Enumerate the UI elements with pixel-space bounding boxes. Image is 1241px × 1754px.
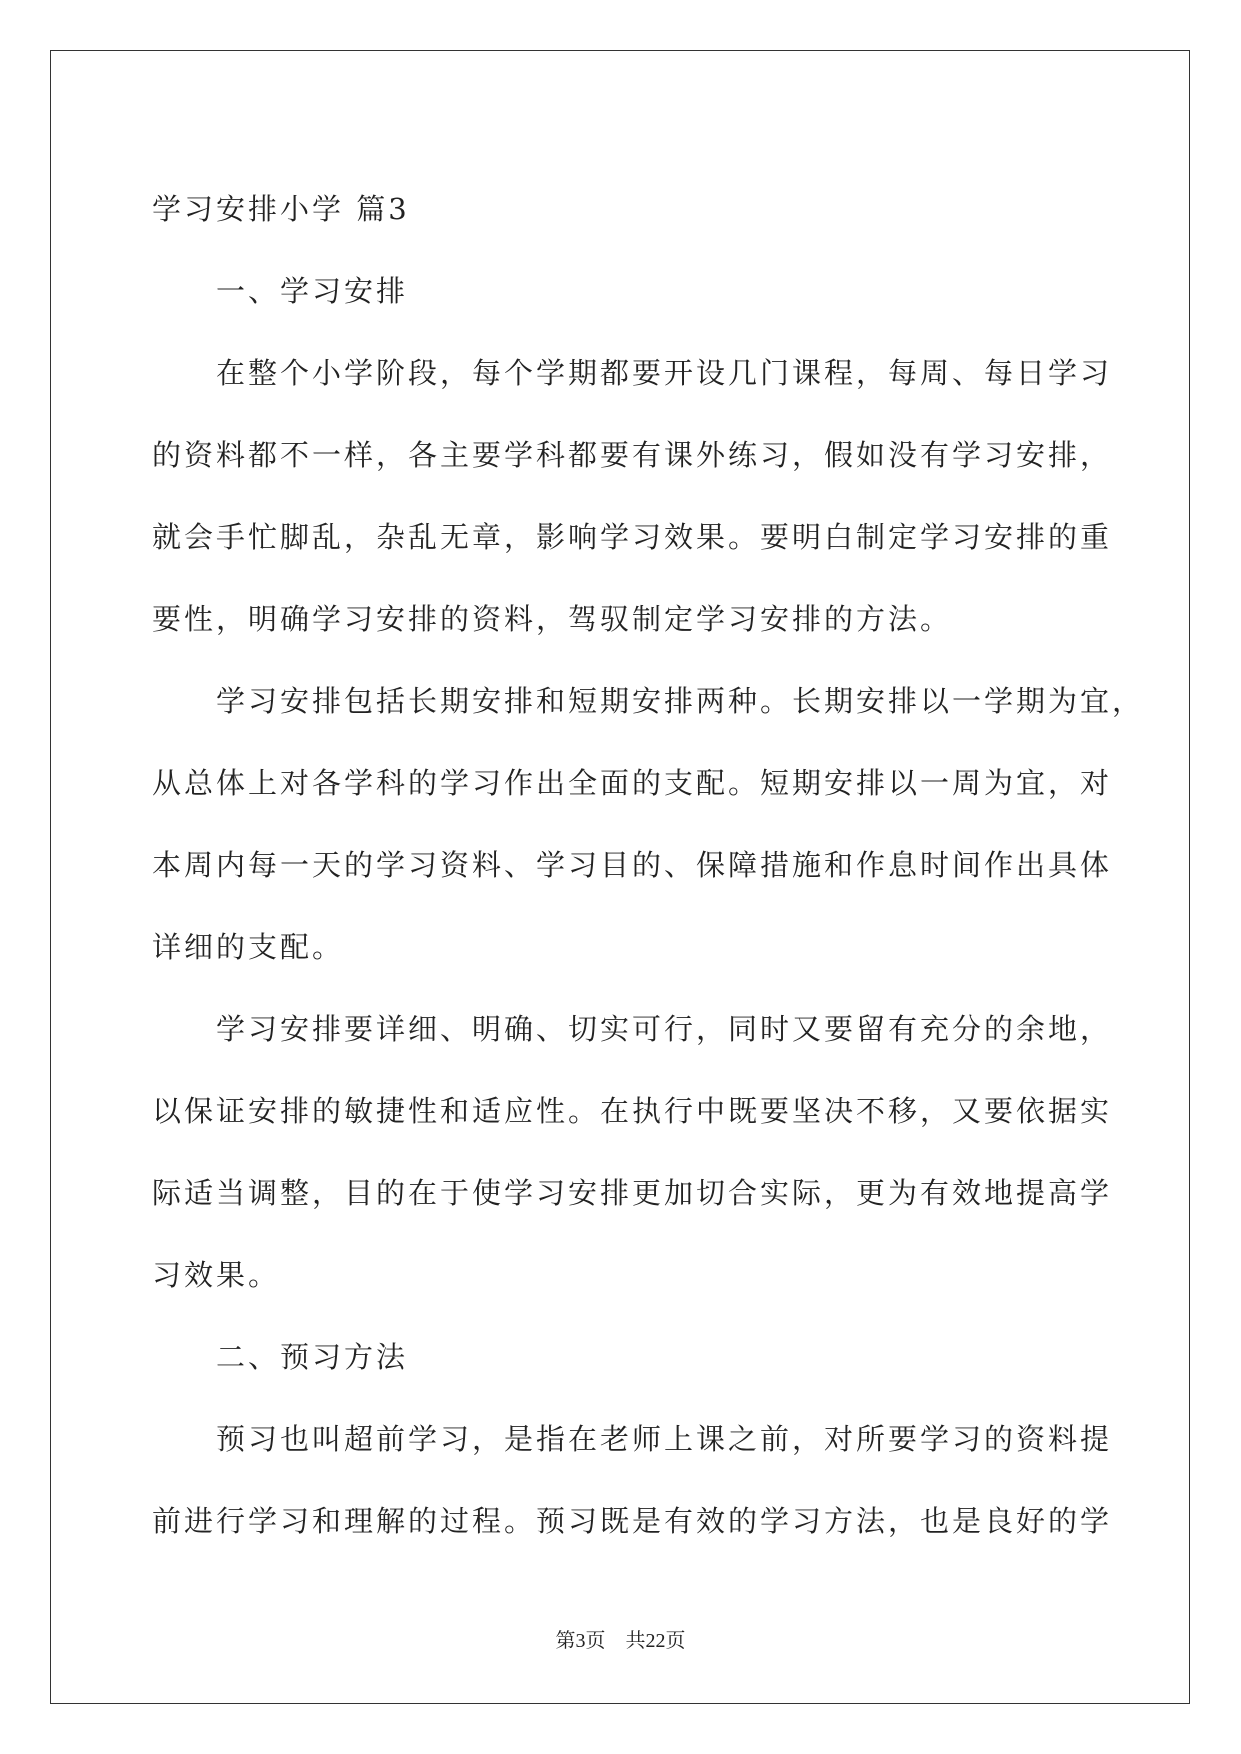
paragraph-line: 在整个小学阶段，每个学期都要开设几门课程，每周、每日学习 [216,356,1113,390]
paragraph-3 [152,988,1113,1316]
paragraph-line: 详细的支配。 [152,930,345,964]
paragraph-line: 的资料都不一样，各主要学科都要有课外练习，假如没有学习安排， [152,438,1113,472]
paragraph-line: 预习也叫超前学习，是指在老师上课之前，对所要学习的资料提 [216,1422,1113,1456]
paragraph-line: 习效果。 [152,1258,281,1292]
section-heading-2: 二、预习方法 [216,1340,409,1374]
paragraph-line: 要性，明确学习安排的资料，驾驭制定学习安排的方法。 [152,602,953,636]
section-heading-1: 一、学习安排 [216,274,409,308]
paragraph-line: 学习安排包括长期安排和短期安排两种。长期安排以一学期为宜， [216,684,1145,718]
page-number-footer: 第3页 共22页 [555,1630,686,1652]
paragraph-line: 学习安排要详细、明确、切实可行，同时又要留有充分的余地， [216,1012,1113,1046]
paragraph-line: 际适当调整，目的在于使学习安排更加切合实际，更为有效地提高学 [152,1176,1113,1210]
paragraph-line: 从总体上对各学科的学习作出全面的支配。短期安排以一周为宜，对 [152,766,1113,800]
paragraph-line: 本周内每一天的学习资料、学习目的、保障措施和作息时间作出具体 [152,848,1113,882]
document-body [152,168,1145,1562]
paragraph-line: 以保证安排的敏捷性和适应性。在执行中既要坚决不移，又要依据实 [152,1094,1113,1128]
paragraph-line: 就会手忙脚乱，杂乱无章，影响学习效果。要明白制定学习安排的重 [152,520,1113,554]
paragraph-4 [152,1398,1113,1562]
document-title: 学习安排小学 篇3 [152,192,410,226]
paragraph-2 [152,660,1145,988]
paragraph-line: 前进行学习和理解的过程。预习既是有效的学习方法，也是良好的学 [152,1504,1113,1538]
paragraph-1 [152,332,1113,660]
